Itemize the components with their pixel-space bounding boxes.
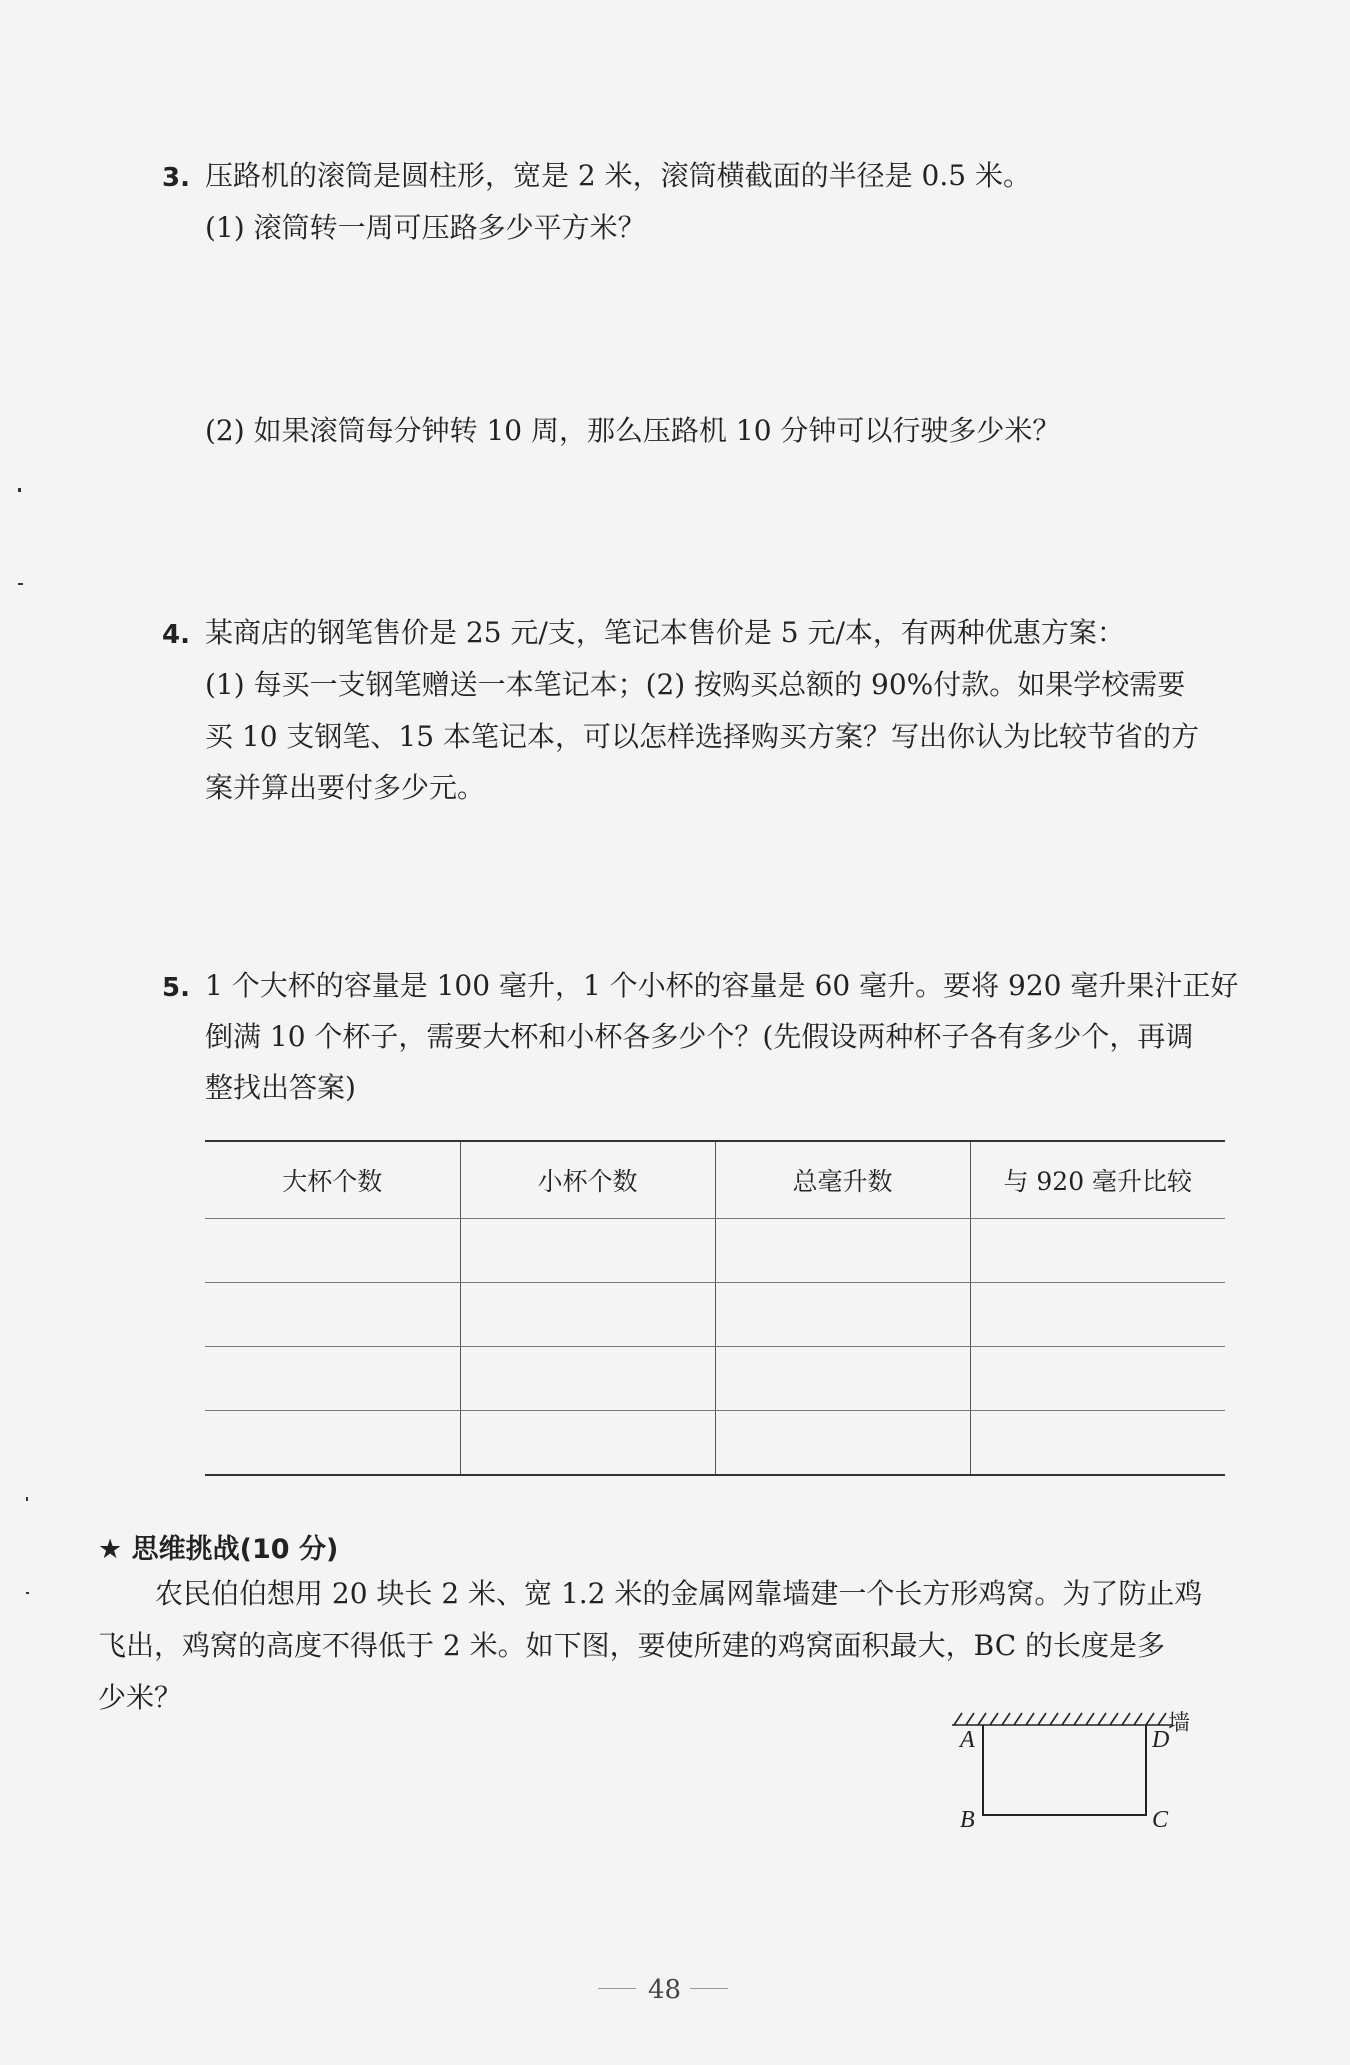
label-d: D (1152, 1727, 1170, 1753)
star-icon: ★ (98, 1534, 123, 1565)
table-cell[interactable] (970, 1347, 1225, 1411)
table-cell[interactable] (205, 1219, 460, 1283)
scan-mark (26, 1497, 28, 1501)
table-cell[interactable] (460, 1219, 715, 1283)
q5-answer-table (205, 1140, 1225, 1476)
table-cell[interactable] (205, 1283, 460, 1347)
table-row (205, 1219, 1225, 1283)
label-wall: 墙 (1168, 1711, 1191, 1736)
q4-number: 4. (162, 620, 190, 650)
table-cell[interactable] (715, 1283, 970, 1347)
table-cell[interactable] (460, 1411, 715, 1476)
q3-part1: (1) 滚筒转一周可压路多少平方米？ (205, 211, 646, 244)
table-cell[interactable] (715, 1411, 970, 1476)
scan-mark (26, 1592, 29, 1594)
challenge-line3: 少米？ (98, 1681, 183, 1714)
q5-line2: 倒满 10 个杯子，需要大杯和小杯各多少个？(先假设两种杯子各有多少个，再调 (205, 1020, 1194, 1053)
q4-line1: 某商店的钢笔售价是 25 元/支，笔记本售价是 5 元/本，有两种优惠方案： (205, 616, 1125, 649)
q5-line1: 1 个大杯的容量是 100 毫升，1 个小杯的容量是 60 毫升。要将 920 毫升果汁正好 (205, 969, 1239, 1002)
q3-stem: 压路机的滚筒是圆柱形，宽是 2 米，滚筒横截面的半径是 0.5 米。 (205, 159, 1031, 192)
q3-number: 3. (162, 163, 190, 193)
table-cell[interactable] (970, 1219, 1225, 1283)
page-number-dash-right (690, 1988, 728, 1989)
challenge-line1: 农民伯伯想用 20 块长 2 米、宽 1.2 米的金属网靠墙建一个长方形鸡窝。为了防止鸡 (155, 1577, 1203, 1610)
table-cell[interactable] (715, 1347, 970, 1411)
table-cell[interactable] (970, 1411, 1225, 1476)
q4-line4: 案并算出要付多少元。 (205, 771, 486, 804)
label-c: C (1152, 1807, 1169, 1833)
coop-fence (983, 1725, 1146, 1815)
challenge-title: 思维挑战(10 分) (131, 1534, 339, 1565)
challenge-line2: 飞出，鸡窝的高度不得低于 2 米。如下图，要使所建的鸡窝面积最大，BC 的长度是多 (98, 1629, 1166, 1662)
table-cell[interactable] (460, 1347, 715, 1411)
table-cell[interactable] (205, 1347, 460, 1411)
header-total-ml: 总毫升数 (715, 1141, 970, 1219)
table-cell[interactable] (970, 1283, 1225, 1347)
scan-mark (18, 488, 21, 492)
table-row (205, 1283, 1225, 1347)
header-compare-920: 与 920 毫升比较 (970, 1141, 1225, 1219)
table-row (205, 1347, 1225, 1411)
table-row (205, 1411, 1225, 1476)
q5-number: 5. (162, 973, 190, 1003)
page-number-dash-left (598, 1988, 636, 1989)
challenge-heading (98, 1527, 338, 1566)
coop-diagram (940, 1700, 1200, 1840)
table-cell[interactable] (205, 1411, 460, 1476)
label-a: A (960, 1727, 975, 1753)
header-big-cups: 大杯个数 (205, 1141, 460, 1219)
table-header-row (205, 1141, 1225, 1219)
q5-line3: 整找出答案) (205, 1071, 356, 1104)
wall-hatching (952, 1713, 1172, 1725)
header-small-cups: 小杯个数 (460, 1141, 715, 1219)
page-number: 48 (648, 1975, 682, 2005)
scan-mark (18, 583, 23, 585)
label-b: B (960, 1807, 975, 1833)
q4-line2: (1) 每买一支钢笔赠送一本笔记本；(2) 按购买总额的 90%付款。如果学校需要 (205, 668, 1186, 701)
table-cell[interactable] (715, 1219, 970, 1283)
q4-line3: 买 10 支钢笔、15 本笔记本，可以怎样选择购买方案？写出你认为比较节省的方 (205, 720, 1199, 753)
q3-part2: (2) 如果滚筒每分钟转 10 周，那么压路机 10 分钟可以行驶多少米？ (205, 414, 1061, 447)
table-cell[interactable] (460, 1283, 715, 1347)
